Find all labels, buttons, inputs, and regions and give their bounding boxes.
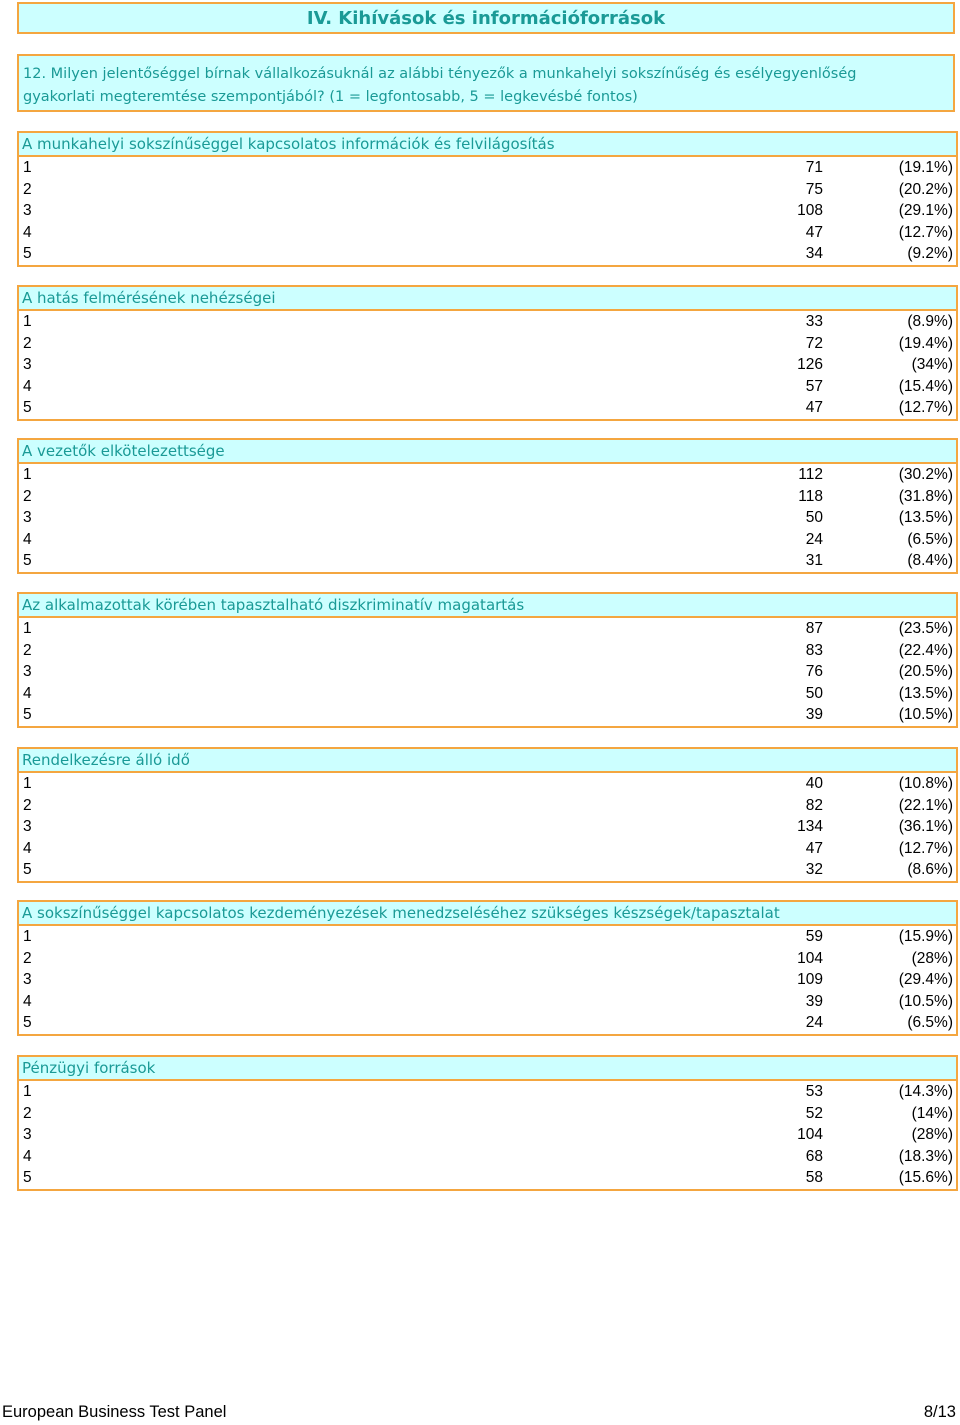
table-row	[19, 661, 956, 683]
response-percent: (10.8%)	[898, 775, 953, 792]
table-row	[19, 926, 956, 948]
section-title: A munkahelyi sokszínűséggel kapcsolatos információk és felvilágosítás	[22, 135, 555, 153]
response-percent: (18.3%)	[898, 1147, 953, 1165]
section-title: Rendelkezésre álló idő	[22, 751, 190, 769]
section-header	[19, 1057, 956, 1081]
rating-label: 5	[23, 399, 32, 417]
response-percent: (13.5%)	[898, 509, 953, 527]
rating-label: 1	[23, 620, 32, 637]
response-percent: (31.8%)	[898, 487, 953, 505]
response-count: 57	[805, 377, 823, 395]
response-count: 112	[798, 466, 823, 483]
response-count: 104	[797, 1126, 823, 1144]
response-count: 39	[805, 992, 823, 1010]
table-row	[19, 507, 956, 529]
response-count: 134	[797, 818, 823, 836]
table-row	[19, 816, 956, 838]
table-row	[19, 179, 956, 201]
question-factor-section	[17, 900, 958, 1036]
section-header	[19, 287, 956, 311]
table-row	[19, 464, 956, 486]
question-factor-section	[17, 1055, 958, 1191]
response-count: 71	[805, 159, 823, 176]
response-percent: (12.7%)	[898, 399, 953, 417]
section-header	[19, 902, 956, 926]
rating-label: 5	[23, 1014, 32, 1032]
rating-label: 1	[23, 466, 32, 483]
response-count: 68	[805, 1147, 823, 1165]
response-count: 75	[805, 180, 823, 198]
response-percent: (10.5%)	[898, 992, 953, 1010]
rating-label: 3	[23, 971, 32, 989]
response-percent: (10.5%)	[898, 706, 953, 724]
section-title: Az alkalmazottak körében tapasztalható diszkriminatív magatartás	[22, 596, 525, 614]
rating-label: 2	[23, 796, 32, 814]
response-percent: (30.2%)	[898, 466, 953, 483]
response-count: 47	[805, 399, 823, 417]
question-box	[17, 54, 955, 112]
response-percent: (15.6%)	[898, 1169, 953, 1187]
response-count: 76	[805, 663, 823, 681]
section-header	[19, 133, 956, 157]
table-row	[19, 550, 956, 572]
rating-label: 2	[23, 949, 32, 967]
response-percent: (19.1%)	[898, 159, 953, 176]
rating-label: 4	[23, 839, 32, 857]
question-line-1: 12. Milyen jelentőséggel bírnak vállalkozásuknál az alábbi tényezők a munkahelyi sokszínűség és esélyegyenlőség	[23, 66, 857, 82]
response-count: 104	[797, 949, 823, 967]
response-percent: (13.5%)	[898, 684, 953, 702]
response-count: 109	[797, 971, 823, 989]
footer-page-number: 8/13	[923, 1403, 956, 1421]
question-factor-section	[17, 131, 958, 267]
rating-label: 5	[23, 861, 32, 879]
page-footer	[0, 1400, 960, 1424]
section-title: A hatás felmérésének nehézségei	[22, 289, 276, 307]
response-count: 58	[805, 1169, 823, 1187]
response-count: 34	[805, 245, 823, 263]
table-row	[19, 157, 956, 179]
response-count: 24	[805, 530, 823, 548]
response-percent: (12.7%)	[898, 839, 953, 857]
rating-label: 1	[23, 313, 32, 330]
rating-label: 5	[23, 706, 32, 724]
table-row	[19, 683, 956, 705]
response-percent: (28%)	[911, 1126, 953, 1144]
response-count: 87	[805, 620, 823, 637]
chapter-title: IV. Kihívások és információforrások	[306, 7, 666, 29]
response-count: 47	[805, 839, 823, 857]
response-percent: (23.5%)	[898, 620, 953, 637]
rating-label: 1	[23, 159, 32, 176]
response-percent: (6.5%)	[907, 530, 953, 548]
rating-label: 5	[23, 1169, 32, 1187]
rating-label: 3	[23, 818, 32, 836]
response-count: 59	[805, 928, 823, 945]
rating-label: 1	[23, 928, 32, 945]
rating-label: 4	[23, 223, 32, 241]
response-count: 53	[805, 1083, 823, 1100]
table-row	[19, 311, 956, 333]
table-row	[19, 1012, 956, 1034]
table-row	[19, 1081, 956, 1103]
rating-label: 3	[23, 1126, 32, 1144]
response-count: 40	[805, 775, 823, 792]
section-title: Pénzügyi források	[22, 1059, 156, 1077]
response-percent: (15.4%)	[898, 377, 953, 395]
table-row	[19, 948, 956, 970]
chapter-title-box	[17, 2, 955, 34]
response-count: 33	[805, 313, 823, 330]
rating-label: 2	[23, 180, 32, 198]
rating-label: 1	[23, 1083, 32, 1100]
question-factor-section	[17, 592, 958, 728]
rating-label: 3	[23, 202, 32, 220]
table-row	[19, 1167, 956, 1189]
rating-label: 4	[23, 530, 32, 548]
response-percent: (14%)	[911, 1104, 953, 1122]
section-header	[19, 440, 956, 464]
table-row	[19, 354, 956, 376]
footer-publisher: European Business Test Panel	[2, 1403, 227, 1421]
rating-label: 3	[23, 663, 32, 681]
rating-label: 4	[23, 992, 32, 1010]
table-row	[19, 773, 956, 795]
section-header	[19, 594, 956, 618]
question-factor-section	[17, 747, 958, 883]
rating-label: 4	[23, 377, 32, 395]
response-percent: (29.4%)	[898, 971, 953, 989]
response-count: 50	[805, 509, 823, 527]
response-percent: (28%)	[911, 949, 953, 967]
table-row	[19, 838, 956, 860]
rating-label: 5	[23, 245, 32, 263]
response-count: 24	[805, 1014, 823, 1032]
response-percent: (15.9%)	[898, 928, 953, 945]
table-row	[19, 859, 956, 881]
response-percent: (22.1%)	[898, 796, 953, 814]
response-percent: (29.1%)	[898, 202, 953, 220]
response-percent: (20.2%)	[898, 180, 953, 198]
rating-label: 2	[23, 487, 32, 505]
rating-label: 2	[23, 641, 32, 659]
rating-label: 2	[23, 334, 32, 352]
response-count: 31	[805, 552, 823, 570]
table-row	[19, 376, 956, 398]
table-row	[19, 1146, 956, 1168]
table-row	[19, 397, 956, 419]
response-percent: (6.5%)	[907, 1014, 953, 1032]
response-percent: (14.3%)	[898, 1083, 953, 1100]
response-count: 32	[805, 861, 823, 879]
rating-label: 3	[23, 509, 32, 527]
table-row	[19, 1124, 956, 1146]
table-row	[19, 222, 956, 244]
table-row	[19, 640, 956, 662]
response-percent: (36.1%)	[898, 818, 953, 836]
response-percent: (19.4%)	[898, 334, 953, 352]
section-title: A sokszínűséggel kapcsolatos kezdeményezések menedzseléséhez szükséges készségek/tapasztalat	[22, 904, 780, 922]
response-count: 47	[805, 223, 823, 241]
table-row	[19, 618, 956, 640]
table-row	[19, 1103, 956, 1125]
response-count: 126	[797, 356, 823, 374]
rating-label: 1	[23, 775, 32, 792]
question-line-2: gyakorlati megteremtése szempontjából? (1 = legfontosabb, 5 = legkevésbé fontos)	[23, 89, 638, 105]
table-row	[19, 200, 956, 222]
response-percent: (20.5%)	[898, 663, 953, 681]
response-count: 82	[805, 796, 823, 814]
section-title: A vezetők elkötelezettsége	[22, 442, 225, 460]
section-header	[19, 749, 956, 773]
table-row	[19, 969, 956, 991]
response-count: 39	[805, 706, 823, 724]
response-percent: (8.9%)	[907, 313, 953, 330]
response-count: 118	[798, 487, 823, 505]
response-count: 50	[805, 684, 823, 702]
rating-label: 5	[23, 552, 32, 570]
response-count: 108	[797, 202, 823, 220]
table-row	[19, 991, 956, 1013]
response-percent: (9.2%)	[907, 245, 953, 263]
response-count: 72	[805, 334, 823, 352]
response-percent: (8.4%)	[907, 552, 953, 570]
response-percent: (8.6%)	[907, 861, 953, 879]
table-row	[19, 243, 956, 265]
rating-label: 4	[23, 1147, 32, 1165]
table-row	[19, 795, 956, 817]
response-percent: (12.7%)	[898, 223, 953, 241]
response-percent: (34%)	[911, 356, 953, 374]
response-count: 83	[805, 641, 823, 659]
response-count: 52	[805, 1104, 823, 1122]
question-factor-section	[17, 285, 958, 421]
table-row	[19, 704, 956, 726]
question-factor-section	[17, 438, 958, 574]
table-row	[19, 486, 956, 508]
rating-label: 4	[23, 684, 32, 702]
rating-label: 3	[23, 356, 32, 374]
rating-label: 2	[23, 1104, 32, 1122]
table-row	[19, 333, 956, 355]
response-percent: (22.4%)	[898, 641, 953, 659]
table-row	[19, 529, 956, 551]
